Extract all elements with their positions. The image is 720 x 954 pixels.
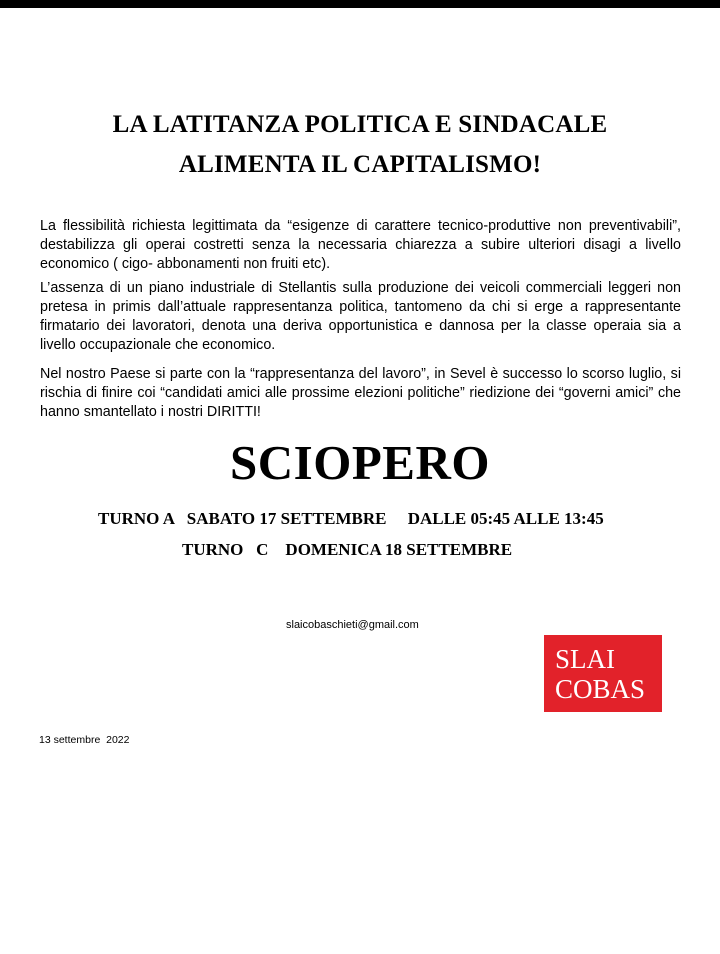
shift-a-schedule: TURNO A SABATO 17 SETTEMBRE DALLE 05:45 ALLE 13:45 (98, 509, 604, 528)
headline-line-2: ALIMENTA IL CAPITALISMO! (178, 151, 542, 178)
paragraph-flexibility: La flessibilità richiesta legittimata da “esigenze di carattere tecnico-produttive non preventivabili”, destabilizza gli operai costretti senza la necessaria chiarezza a subire ulteriori disagi a livello economico ( cigo- abbonamenti non fruiti etc). (40, 218, 681, 272)
logo-line-1: SLAI (555, 643, 615, 674)
logo-line-2: COBAS (555, 673, 646, 704)
contact-email: slaicobaschieti@gmail.com (286, 619, 419, 631)
document-date: 13 settembre 2022 (39, 734, 130, 746)
paragraph-representation: Nel nostro Paese si parte con la “rappresentanza del lavoro”, in Sevel è successo lo scorso luglio, si rischia di finire coi “candidati amici alle prossime elezioni politiche” riedizione dei “governi amici” che hanno smantellato i nostri DIRITTI! (40, 366, 681, 420)
top-border (0, 0, 720, 8)
strike-heading: SCIOPERO (230, 435, 490, 490)
paragraph-industrial-plan: L’assenza di un piano industriale di Stellantis sulla produzione dei veicoli commerciali leggeri non pretesa in primis dall’attuale rappresentanza politica, tantomeno da chi si erge a rappresentante firmatario dei lavoratori, denota una deriva opportunistica e dannosa per la classe operaia sia a livello occupazionale che economico. (40, 280, 681, 353)
shift-c-schedule: TURNO C DOMENICA 18 SETTEMBRE (182, 540, 513, 559)
slai-cobas-logo (544, 635, 662, 712)
headline-line-1: LA LATITANZA POLITICA E SINDACALE (112, 111, 608, 138)
